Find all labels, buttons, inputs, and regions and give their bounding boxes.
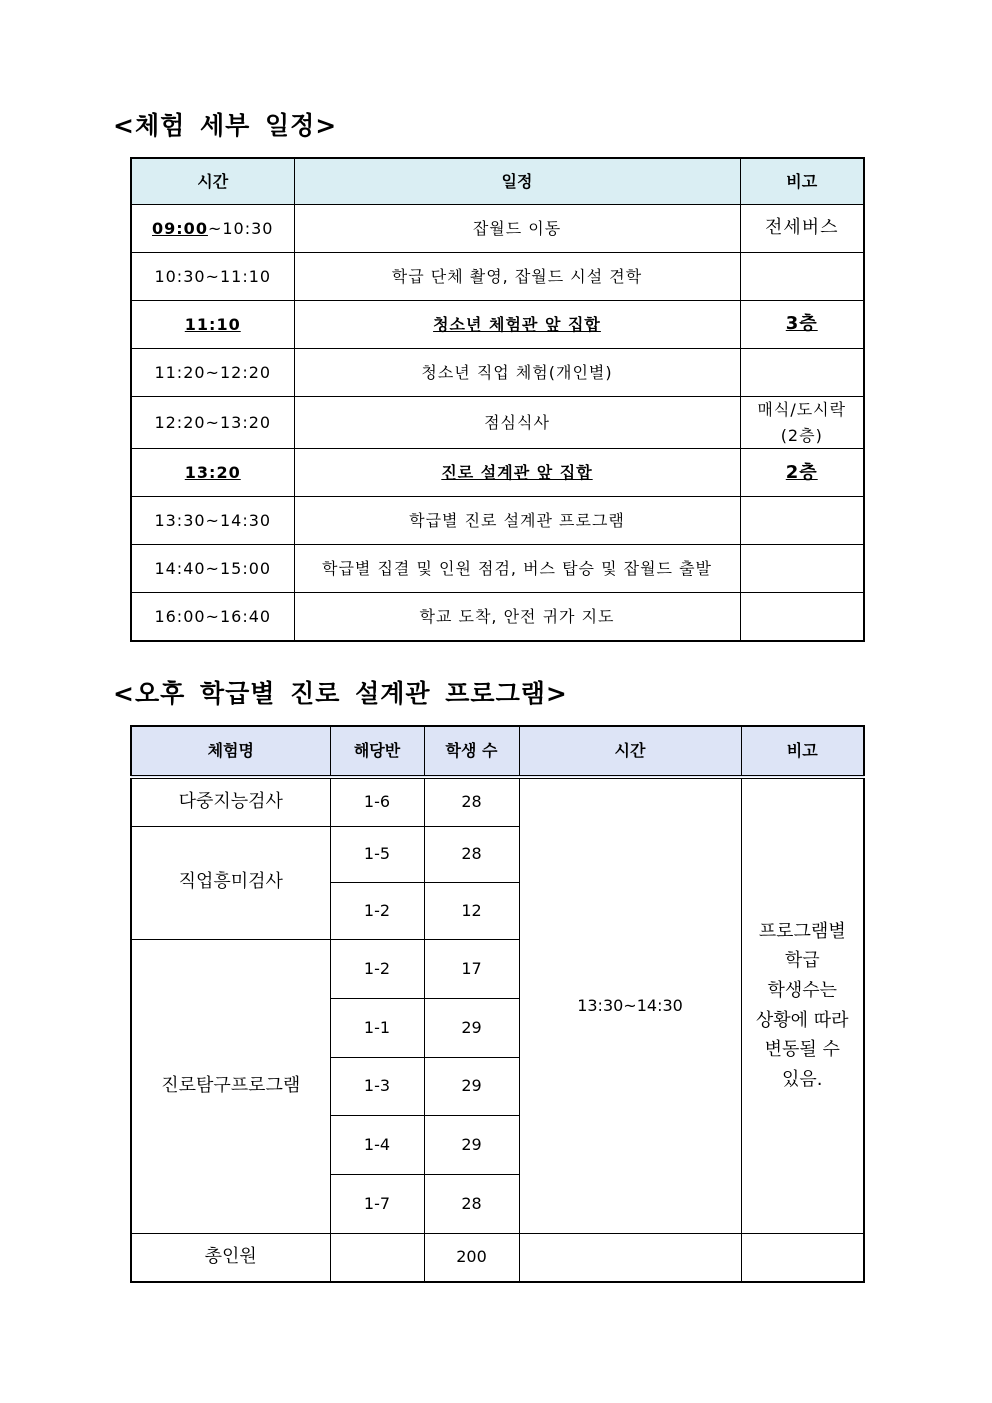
header-note: 비고 [740,158,864,205]
note-cell [740,349,864,397]
students-cell: 29 [424,998,519,1057]
total-students-cell: 200 [424,1233,519,1282]
time-cell: 11:10 [131,301,294,349]
students-cell: 28 [424,777,519,826]
table-row [131,253,864,301]
table-row [131,593,864,642]
total-time-cell [519,1233,741,1282]
students-cell: 17 [424,939,519,998]
schedule-header-row [131,158,864,205]
total-row [131,1233,864,1282]
table-row [131,545,864,593]
class-cell: 1-3 [330,1057,424,1115]
schedule-cell: 학급별 집결 및 인원 점검, 버스 탑승 및 잡월드 출발 [294,545,740,593]
schedule-cell: 청소년 체험관 앞 집합 [294,301,740,349]
total-class-cell [330,1233,424,1282]
header-class: 해당반 [330,726,424,777]
time-cell: 16:00~16:40 [131,593,294,642]
total-note-cell [741,1233,864,1282]
table-row [131,301,864,349]
schedule-table [130,157,865,642]
class-cell: 1-7 [330,1174,424,1233]
program-name-cell: 직업흥미검사 [131,826,330,939]
schedule-cell: 청소년 직업 체험(개인별) [294,349,740,397]
table-row [131,497,864,545]
header-time: 시간 [131,158,294,205]
table-row [131,349,864,397]
schedule-cell: 학교 도착, 안전 귀가 지도 [294,593,740,642]
time-cell: 12:20~13:20 [131,397,294,449]
time-cell: 13:20 [131,449,294,497]
note-cell [740,497,864,545]
students-cell: 29 [424,1057,519,1115]
note-cell: 전세버스 [740,205,864,253]
program-title: <오후 학급별 진로 설계관 프로그램> [113,679,568,708]
program-name-cell: 진로탐구프로그램 [131,939,330,1233]
class-cell: 1-5 [330,826,424,882]
students-cell: 12 [424,882,519,939]
time-cell: 13:30~14:30 [131,497,294,545]
remark-line: 변동될 수 [764,1039,840,1061]
class-cell: 1-1 [330,998,424,1057]
note-cell: 2층 [740,449,864,497]
remark-cell [741,777,864,1233]
header-program-name: 체험명 [131,726,330,777]
class-cell: 1-6 [330,777,424,826]
students-cell: 28 [424,1174,519,1233]
note-cell [740,593,864,642]
time-cell: 09:00~10:30 [131,205,294,253]
note-cell: 매식/도시락 (2층) [740,397,864,449]
class-cell: 1-2 [330,882,424,939]
program-table [130,725,865,1283]
header-note: 비고 [741,726,864,777]
table-row [131,449,864,497]
program-name-cell: 다중지능검사 [131,777,330,826]
students-cell: 29 [424,1115,519,1174]
students-cell: 28 [424,826,519,882]
note-cell [740,253,864,301]
header-schedule: 일정 [294,158,740,205]
class-cell: 1-2 [330,939,424,998]
note-cell: 3층 [740,301,864,349]
schedule-cell: 진로 설계관 앞 집합 [294,449,740,497]
remark-line: 학생수는 [767,980,838,1002]
table-row [131,205,864,253]
schedule-cell: 점심식사 [294,397,740,449]
class-cell: 1-4 [330,1115,424,1174]
schedule-title: <체험 세부 일정> [113,111,338,140]
table-row [131,777,864,826]
schedule-cell: 잡월드 이동 [294,205,740,253]
time-cell: 14:40~15:00 [131,545,294,593]
schedule-cell: 학급 단체 촬영, 잡월드 시설 견학 [294,253,740,301]
header-time: 시간 [519,726,741,777]
note-cell [740,545,864,593]
table-row [131,397,864,449]
total-label-cell: 총인원 [131,1233,330,1282]
program-time-cell: 13:30~14:30 [519,777,741,1233]
remark-line: 있음. [782,1069,823,1091]
header-students: 학생 수 [424,726,519,777]
time-cell: 10:30~11:10 [131,253,294,301]
time-cell: 11:20~12:20 [131,349,294,397]
schedule-cell: 학급별 진로 설계관 프로그램 [294,497,740,545]
remark-line: 학급 [784,950,820,972]
program-header-row [131,726,864,777]
remark-line: 프로그램별 [758,920,846,942]
remark-line: 상황에 따라 [755,1009,849,1031]
